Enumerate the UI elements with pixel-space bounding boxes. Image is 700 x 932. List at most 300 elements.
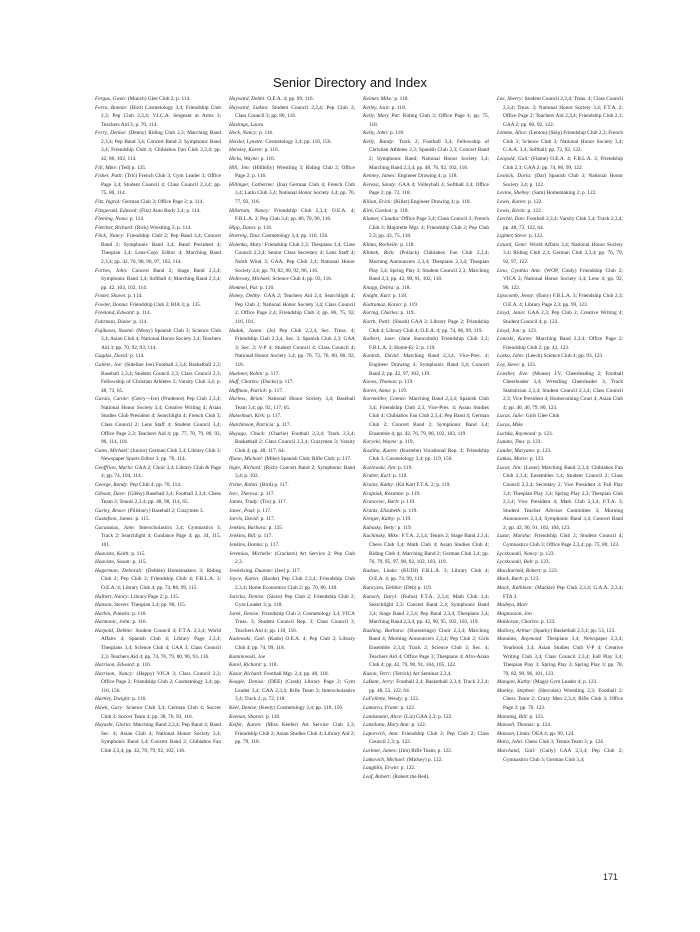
directory-entry — [363, 335, 489, 352]
directory-entry — [229, 95, 355, 104]
directory-entry — [95, 481, 221, 490]
entry-details: Cosmetology 3,4; pp. 116, 156. — [261, 233, 329, 240]
directory-entry — [229, 507, 355, 516]
entry-name: Laughlin, Erwin: — [363, 765, 400, 772]
entry-details: Girls Glee Club — [525, 413, 560, 420]
entry-name: Lowther, Eve: — [497, 370, 529, 377]
directory-entry — [229, 524, 355, 533]
entry-name: Fitzgerald, Edward: — [95, 207, 139, 214]
entry-details: p. 116. — [260, 284, 275, 291]
directory-entry — [497, 567, 623, 576]
entry-name: Magnusson, Jon — [497, 610, 532, 617]
entry-name: Lanzilotta, Mary Ann: — [363, 722, 411, 729]
directory-entry — [95, 524, 221, 550]
entry-details: F.T.A. 2,3,4; Tennis 2; Stage Band 2,3,4; Chess Club 3,4; Math Club 4; Asian Studies Club 4; Riding Club 4; Marching Band 2; German Club 3,4; pp. 76, 79, 95, 97, 98, 92, 102, 103, 119. — [369, 533, 489, 566]
entry-name: Gates, Michael: — [95, 447, 130, 454]
directory-entry — [497, 129, 623, 155]
entry-details: p. 123. — [536, 447, 552, 454]
entry-details: p. 116. — [264, 147, 279, 154]
entry-details: p. 116. — [259, 130, 274, 137]
entry-details: p. 118. — [392, 293, 408, 300]
entry-details: (Dar) Spanish Club 3; National Honor Society 3,4; p. 122. — [503, 173, 623, 188]
directory-entry — [363, 387, 489, 396]
entry-details: Engineer Drawing 4; p. 118. — [397, 173, 458, 180]
entry-name: Kornig, Charles: — [363, 310, 400, 317]
directory-entry — [497, 618, 623, 627]
directory-entry — [363, 241, 489, 250]
entry-name: Kozlowski, Jim: — [363, 464, 397, 471]
entry-name: Kaminowski, Joe — [229, 653, 266, 660]
directory-entry — [229, 138, 355, 147]
entry-name: Huffman, Patrick: — [229, 387, 268, 394]
entry-details: (Munch) Glee Club 2; p. 114. — [127, 96, 191, 102]
entry-name: Lee, Sherry: — [497, 96, 524, 102]
entry-name: Manley, Stephen: — [497, 687, 536, 694]
directory-entry — [363, 352, 489, 378]
entry-details: p. 122. — [528, 198, 543, 205]
entry-name: Gurley, Bruce: — [95, 507, 127, 514]
entry-details: p. 117. — [260, 490, 275, 497]
entry-name: Flick, Nancy: — [95, 233, 125, 240]
directory-entry — [497, 438, 623, 447]
entry-details: Office Page 3,4; Class Council 3; French Club 3; Majorette Mgr. 4; Friendship Club 2; Pep Club 2,3; pp. 43, 75, 118. — [369, 216, 489, 240]
entry-details: Football 2,3,4; Varsity Club 3,4; Track 2,3,4; pp. 48, 73, 122, 64. — [503, 216, 623, 231]
entry-details: GAA 2; Teachers Aid 2,4; Searchlight 4; Pep Club 3; National Honor Society 3,4; Class Council 2; Office Page 2,4; Friendship Club 3; pp. 86, 75, 92, 116, 101. — [235, 293, 355, 326]
directory-entry — [229, 207, 355, 224]
entry-details: (Jeo) p. 117. — [274, 567, 302, 574]
entry-name: Koren, Anna: — [363, 387, 392, 394]
directory-entry — [363, 207, 489, 216]
entry-name: Janec, Paul: — [229, 507, 256, 514]
entry-details: Marching Band 2,3,4; Vice-Pres. 4; Engineer Drawing 4; Symphonic Band 3,4; Concert Band 2; pp. 42, 97, 102, 119. — [369, 353, 489, 377]
directory-entry — [497, 627, 623, 636]
entry-name: Keel, Denise: — [229, 705, 258, 712]
entry-name: Kelly, John: — [363, 130, 389, 137]
entry-details: p. 118. — [263, 662, 278, 669]
directory-entry — [95, 129, 221, 163]
entry-details: (Slave) Pep Club 2; Friendship Club 2; Gym Leader 3; p. 118. — [235, 593, 355, 609]
entry-details: p. 116. — [132, 696, 147, 703]
directory-entry — [363, 567, 489, 584]
entry-name: Halbert, Nancy: — [95, 593, 130, 600]
entry-name: Haavisto, Keith: — [95, 550, 131, 557]
entry-name: Mallory, Arthur: — [497, 627, 533, 634]
entry-name: Larimer, James: — [363, 747, 398, 754]
entry-details: Pep Club 4; pp. 70, 114. — [129, 482, 182, 489]
entry-name: Lewis, Kevin: — [497, 207, 527, 214]
directory-entry — [95, 292, 221, 301]
entry-name: Geoffrion, Marla: — [95, 464, 134, 471]
entry-details: (Pollack) Chibiabos Fan Club 2,3,4; Morning Announcers 2,3,4; Thespians 2,3,4; Thespian Play 3,4; Spring Play 3; Student Council 2,3; Marching Band 2,3; pp. 42, 90, 91, 102, 118. — [369, 250, 489, 283]
entry-details: p. 123. — [521, 361, 537, 368]
entry-details: p. 119. — [399, 439, 414, 446]
entry-details: (Boobs) Pep Club 2,3,4; Friendship Club 2,3,4; Home Economics Club 2; pp. 70, 86, 118. — [235, 576, 355, 591]
directory-entry — [229, 704, 355, 713]
entry-details: (Gibby) Baseball 3,4; Football 2,3,4; Chess Team 3; Tennis 2,3,4; pp. 48, 98, 114, 65. — [101, 490, 221, 506]
directory-entry — [363, 713, 489, 722]
entry-details: p. 123. — [529, 456, 545, 463]
directory-entry — [363, 747, 489, 756]
entry-details: p. 114. — [136, 310, 151, 317]
directory-entry — [95, 224, 221, 233]
directory-entry — [497, 601, 623, 610]
entry-details: (Charlie) Football 2,3,4; Track 2,3,4; Basketball 2; Class Council 2,3,4; Crazymen 3; Varsity Club 4; pp. 48, 117, 64. — [235, 430, 355, 454]
entry-name: Macdiarmid, Robert: — [497, 567, 543, 574]
directory-entry — [363, 292, 489, 301]
entry-name: Kilian, Erick: — [363, 198, 393, 205]
entry-details: Friendship Club 2,3; Thespians 3,4; Class Council 2,3,4; Senior Class Secretary 4; Lens Staff 4; North Wind 3; GAA; Pep Club 3,4; National Honor Society 3,4; pp. 70, 82, 90, 92, 96, 116. — [235, 241, 355, 274]
entry-name: Loneski, Karen: — [497, 336, 533, 343]
directory-entry — [363, 515, 489, 524]
entry-details: Student Council 2,3,4; Pep Club 3; Class Council 3; pp. 80, 116. — [235, 104, 355, 120]
directory-entry — [497, 352, 623, 361]
entry-details: Friendship Club 2; Student Council 4; Gymnastics Club 3; Office Page 2,3,4; pp. 75, 80, 123. — [503, 533, 623, 549]
entry-details: (Bird) p. 117. — [260, 482, 289, 489]
entry-name: Hastings, Laura — [229, 121, 264, 128]
entry-name: Lamarca, Frank: — [363, 705, 400, 712]
entry-details: (Keely) Cosmetology 3,4; pp. 118, 156. — [259, 705, 344, 712]
entry-name: Harpold, Debbie: — [95, 627, 134, 634]
entry-details: (Flame) O.E.A. 4; F.B.L.A. 3; Friendship Club 2,3; GAA 2; pp. 74, 86, 99, 122. — [503, 156, 623, 171]
entry-name: Lucar, Jim: — [497, 464, 522, 471]
directory-entry — [363, 670, 489, 679]
entry-details: O.E.A. 4; pp. 99, 116. — [267, 96, 314, 102]
entry-details: (Bird) Cosmetology 3,4; Friendship Club 2,3; Pep Club 2,3,4; V.I.C.A. Sergeant at Arms 3; Teachers Aid 3; p. 70, 114. — [101, 104, 221, 128]
entry-name: Kuzon, Terri: — [363, 670, 392, 677]
directory-entry — [95, 232, 221, 266]
entry-name: Holenka, Mary: — [229, 241, 264, 248]
entry-details: p. 123. — [538, 430, 553, 437]
entry-details: (Pillsbury) Baseball 2; Crazymen 3. — [127, 507, 204, 514]
directory-entry — [229, 481, 355, 490]
entry-details: p. 122. — [400, 765, 416, 772]
entry-name: Forbes, John: — [95, 267, 128, 274]
directory-entry — [363, 481, 489, 490]
entry-details: p. 123. — [541, 619, 556, 626]
entry-details: Science Club 3,4; German Club 4; Soccer Club 3; Soccer Team 4; pp. 38, 76, 93, 116. — [101, 705, 221, 720]
directory-entry — [497, 464, 623, 533]
entry-details: (Terrick) Art Seminar 2,3,4. — [392, 670, 452, 677]
directory-entry — [497, 95, 623, 129]
entry-name: Kubasky, Betty: — [363, 524, 397, 531]
entry-details: (Kostebe) Vocational Rep. 4; Friendship Club 3; Cosmetology 3,4; pp. 119, 156. — [369, 447, 489, 463]
directory-entry — [363, 532, 489, 566]
directory-entry — [497, 361, 623, 370]
directory-entry — [363, 756, 489, 765]
directory-entry — [95, 172, 221, 198]
entry-name: Gagdos, David: — [95, 353, 129, 360]
entry-details: p. 119. — [397, 516, 412, 523]
entry-name: Lewis, Karen: — [497, 198, 527, 205]
directory-entry — [497, 558, 623, 567]
directory-entry — [95, 618, 221, 627]
directory-entry — [229, 455, 355, 464]
entry-name: Knapp, Debra: — [363, 284, 396, 291]
entry-name: Krainz, Kathy: — [363, 482, 395, 489]
entry-name: Hommel, Pat: — [229, 284, 259, 291]
directory-entry — [363, 249, 489, 283]
directory-entry — [497, 172, 623, 189]
entry-name: Harrison, Edward: — [95, 662, 136, 669]
entry-details: (Jim) Rifle Team; p. 122. — [398, 747, 453, 754]
directory-entry — [497, 430, 623, 439]
entry-name: Latkovich, Michael: — [363, 756, 406, 763]
directory-entry — [497, 575, 623, 584]
directory-entry — [363, 129, 489, 138]
entry-name: Ingle, Richard: — [229, 464, 262, 471]
directory-entry — [229, 575, 355, 592]
directory-entry — [229, 713, 355, 722]
directory-entry — [363, 764, 489, 773]
entry-details: p. 123. — [535, 559, 550, 566]
directory-entry — [95, 507, 221, 516]
entry-name: Losko, John: — [497, 353, 525, 360]
entry-name: Luchka, Raymond: — [497, 430, 538, 437]
entry-name: Fletcher, Richard: — [95, 224, 134, 231]
entry-name: Lucas, Julie: — [497, 413, 525, 420]
entry-details: (Gaily) GAA 2,3,4; Pep Club 2; Gymnastics Club 3; German Club 3,4; — [503, 747, 623, 763]
directory-entry — [497, 292, 623, 309]
directory-entry — [363, 172, 489, 181]
directory-entry — [497, 532, 623, 549]
directory-entry — [363, 198, 489, 207]
entry-name: Hill, Jim: — [229, 164, 251, 171]
entry-details: (Ted) p. 135. — [118, 164, 147, 171]
entry-details: Football Mgr. 2,4; pp. 48, 118. — [263, 670, 329, 677]
entry-name: Kirk, Gordon: — [363, 207, 394, 214]
directory-entry — [229, 129, 355, 138]
directory-entry — [95, 395, 221, 446]
entry-details: p. 123. — [522, 327, 538, 334]
directory-entry — [497, 550, 623, 559]
directory-entry — [363, 678, 489, 695]
entry-details: Track 2; Football 3,4; Fellowship of Christian Athletes 2,3; Spanish Club 2,3; Concert Band 2; Symphonic Band; National Honor Society 3,4; Marching Band 2,3,4; pp. 48, 76, 92, 102, 118. — [369, 138, 489, 171]
entry-name: Kelly, Randy: — [363, 138, 395, 145]
entry-name: Kushing, Barbara: — [363, 627, 405, 634]
entry-name: Kerezsi, Sandy: — [363, 181, 397, 188]
directory-entry — [229, 670, 355, 679]
entry-details: p. 119. — [401, 499, 416, 506]
directory-entry — [229, 104, 355, 121]
directory-entry — [95, 550, 221, 559]
entry-details: (Rufus) F.T.A. 2,3,4; Math Club 3,4; Searchlight 2,3; Concert Band 2,4; Symphonic Band 3,4; Stage Band 2,3,4; Pep Band 2,3,4; Thespians 3,4; Marching Band 2,3,4; pp. 42, 90, 95, 102, 103, 119. — [369, 593, 489, 626]
entry-details: (Kado) O.E.A. 4; Pep Club 2; Library Club 4; pp. 74, 99, 118. — [235, 636, 355, 651]
entry-details: p. 117. — [267, 413, 282, 420]
entry-details: (Fitz) Auto Body 3,4; p. 114. — [139, 207, 201, 214]
entry-name: Huff, Charles: — [229, 379, 260, 386]
entry-details: Student Council 2,3,4; Treas. 4; Class Council 2,3,4; Treas. 3; National Honor Society 3,4; F.T.A. 2; Office Page 2; Teachers Aid 2,3,4; Friendship Club 2,3; GAA 2; pp. 80, 92, 122. — [503, 96, 623, 128]
entry-details: Marching Band 2,3,4; Office Page 2; Friendship Club 2; pp. 42, 123. — [503, 336, 623, 351]
entry-name: Kudzus, Linda: — [363, 567, 398, 574]
directory-entry — [229, 327, 355, 370]
entry-name: Hudak, Joann: — [229, 327, 264, 334]
entry-name: Klamer, Claudia: — [363, 216, 400, 223]
entry-name: Kelly, Mary Pat: — [363, 113, 401, 120]
entry-name: Madeya, Marc — [497, 602, 528, 609]
entry-details: German Club 3; Office Page 2; p. 114. — [122, 198, 204, 205]
directory-entry — [363, 309, 489, 318]
directory-entry — [229, 370, 355, 379]
entry-details: p. 122. — [411, 722, 427, 729]
entry-name: Hillstrom, Nancy: — [229, 207, 270, 214]
entry-details: p. 118. — [396, 284, 411, 291]
directory-entry — [497, 267, 623, 293]
entry-details: (Sam) Homemaking 2; p. 122. — [532, 190, 597, 197]
directory-entry — [497, 687, 623, 713]
directory-entry — [229, 395, 355, 412]
entry-details: p. 119. — [392, 387, 408, 394]
entry-details: (Sideline Joe) Football 2,3,4; Basketball 2,3; Baseball 2,3,4; Student Council 2,3; Class Council 2,3; Fellowship of Christian Athletes 3; Varsity Club 3,4; p. 48, 73, 65. — [101, 361, 221, 394]
entry-details: (Crackers) Art Service 2; Pep Club 2,3. — [235, 550, 355, 566]
entry-details: (KUDJ) F.B.L.A. 3; Library Club 4; O.E.A. 4; pp. 74, 99, 119. — [369, 567, 489, 583]
directory-entry — [229, 430, 355, 456]
entry-name: Marchand, Gail: — [497, 747, 536, 754]
entry-name: Heisler, Lynette: — [229, 138, 264, 145]
entry-name: Gibson, Dave: — [95, 490, 127, 497]
entry-details: GAA 2; Choir 3,4; Library Club & Page 4; pp. 74, 104, 114. — [101, 464, 221, 480]
directory-entry — [95, 361, 221, 395]
entry-name: Knight, Kurt: — [363, 293, 392, 300]
entry-name: Ferry, Denise: — [95, 130, 127, 137]
directory-entry — [229, 541, 355, 550]
entry-name: Fujikawa, Naomi: — [95, 327, 135, 334]
entry-name: Mara, John: — [497, 739, 524, 746]
entry-details: (Ducks) p. 117. — [260, 379, 294, 386]
entry-details: (Shush) GAA 2; Library Page 2; Friendship Club 4; Library Club 4; O.E.A. 4; pp. 74, 86, 99, 119. — [369, 319, 489, 334]
entry-name: James, Trudy: — [229, 499, 260, 506]
entry-details: p. 119. — [403, 301, 419, 308]
entry-details: (Liz) GAA 2,3; p. 122. — [404, 713, 453, 720]
entry-name: Joyce, Karen: — [229, 576, 260, 583]
entry-name: Hartley, Dwight: — [95, 696, 131, 703]
entry-details: (Denny) Riding Club 2,3; Marching Band 2,3,4; Pep Band 3,4; Concert Band 2; Symphonic Band 3,4; Friendship Club 4; Chibiabos Fan Club 2,3,4; pp. 42, 86, 102, 114. — [101, 130, 221, 163]
entry-details: OEA 4; pp. 99, 124. — [532, 730, 575, 737]
entry-name: Konitsh, David: — [363, 353, 400, 360]
directory-entry — [95, 695, 221, 704]
entry-details: p. 124. — [536, 722, 552, 729]
entry-name: Hillinger, Catherine: — [229, 181, 275, 188]
entry-name: Haavisto, Susan: — [95, 559, 132, 566]
entry-details: (Jo) Pep Club 2,3,4, Sec. Treas. 4; Friendship Club 2,3,4, Sec. 3; Spanish Club 2,3; GAA 3; Sec. 2; V-P 4; Student Council 4; Class Council 4; National Honor Society 3,4; pp. 70, 72, 76, 80, 86, 92, 116. — [235, 327, 355, 368]
directory-entry — [229, 567, 355, 576]
directory-entry — [363, 318, 489, 335]
entry-name: Lyczkowski, Bob: — [497, 559, 534, 566]
entry-name: Hensley, Karen: — [229, 147, 264, 154]
entry-details: (Rick) Wrestling 3; p. 114. — [134, 224, 192, 231]
entry-details: p. 122. — [528, 233, 544, 240]
entry-name: Lemme, Alice: — [497, 130, 528, 137]
directory-entry — [363, 395, 489, 438]
directory-entry — [363, 378, 489, 387]
entry-name: Klimek, Rick: — [363, 250, 396, 257]
entry-details: National Honor Society 3,4; Baseball Team 3,4; pp. 92, 117, 65. — [235, 396, 355, 411]
entry-name: Leopold, Gail: — [497, 156, 530, 163]
directory-entry — [497, 241, 623, 267]
entry-details: p. 117. — [258, 533, 273, 540]
entry-details: (Hillbilly) Wrestling 3; Riding Club 2; Office Page 2; p. 116. — [235, 164, 355, 180]
entry-name: Lino, Cynthia Ann: — [497, 267, 542, 274]
entry-name: George, Randy: — [95, 482, 129, 489]
directory-entry — [229, 490, 355, 499]
directory-entry — [497, 678, 623, 687]
entry-details: p. 118. — [266, 713, 281, 720]
entry-details: p. 117. — [260, 516, 276, 523]
directory-entry — [497, 584, 623, 601]
entry-name: Levine, Shelley: — [497, 190, 531, 197]
entry-details: GAA 2,3; Pep Club 2; Creative Writing 4; Student Council 4; p. 123. — [503, 310, 623, 326]
directory-entry — [363, 490, 489, 499]
directory-entry — [497, 370, 623, 413]
directory-entry — [95, 721, 221, 755]
directory-entry — [363, 704, 489, 713]
entry-name: Krajniak, Roxanne: — [363, 490, 405, 497]
entry-details: (Leech) Science Club 4; pp. 93, 123. — [525, 353, 604, 360]
directory-entry — [497, 610, 623, 619]
directory-entry — [497, 189, 623, 198]
entry-details: p. 116. — [132, 610, 147, 617]
entry-name: Mack, Barb: — [497, 576, 524, 583]
entry-name: Fisher, Patti: — [95, 173, 124, 180]
entry-name: Manson, Linda: — [497, 730, 531, 737]
directory-entry — [229, 146, 355, 155]
entry-name: Fitz, Ingrid: — [95, 198, 121, 205]
entry-details: p. 114. — [128, 293, 143, 300]
directory-entry — [229, 635, 355, 652]
entry-details: p. 117. — [257, 507, 272, 514]
entry-name: Hayward, Debbi: — [229, 96, 266, 102]
entry-details: p. 114. — [133, 319, 148, 326]
directory-entry — [363, 181, 489, 198]
directory-entry — [95, 704, 221, 721]
directory-entry — [229, 515, 355, 524]
directory-entry — [363, 447, 489, 464]
entry-details: (Mags) Gym Leader 4; p. 123. — [533, 679, 598, 686]
entry-details: (Robert the Red). — [392, 773, 430, 780]
directory-entry — [497, 327, 623, 336]
directory-column-3 — [363, 95, 489, 815]
entry-details: Student Council 4; F.T.A. 2,3,4; World Affairs 4; Spanish Club 4; Library Page 2,3,4; Thespians 3,4; Science Club 4; GAA 3; Class Council 2,3; Teachers Aid 4; pp. 74, 76, 79, 80, 90, 93, 116. — [101, 627, 221, 660]
directory-entry — [363, 472, 489, 481]
entry-name: Kostiha, Karen: — [363, 447, 398, 454]
directory-entry — [497, 309, 623, 326]
entry-details: p. 118. — [394, 207, 409, 214]
directory-entry — [95, 327, 221, 353]
entry-details: p. 123. — [540, 550, 555, 557]
directory-entry — [95, 267, 221, 293]
directory-entry — [229, 121, 355, 130]
entry-details: (Lemon) (Skip) Friendship Club 2,3; French Club 3; Science Club 3; National Honor Society 3,4; G.A.A. 3,4; Softball; pp. 72, 92, 122. — [503, 130, 623, 154]
directory-entry — [497, 721, 623, 730]
directory-entry — [229, 661, 355, 670]
directory-entry — [229, 275, 355, 284]
entry-details: p. 122. — [400, 705, 416, 712]
entry-name: Jurek, Denise: — [229, 610, 260, 617]
entry-name: Landsmann, Alice: — [363, 713, 403, 720]
entry-name: Hicks, Wayne: — [229, 156, 260, 163]
directory-entry — [229, 241, 355, 275]
entry-name: Juricka, Denise: — [229, 593, 265, 600]
directory-entry — [229, 378, 355, 387]
entry-name: Huyaga, Chuck: — [229, 430, 266, 437]
entry-name: LaBant, Jerry: — [363, 679, 395, 686]
entry-name: Kadowaki, Gail: — [229, 636, 266, 643]
entry-name: Hipp, Dawn: — [229, 224, 257, 231]
entry-name: Lunato, Tina: — [497, 439, 526, 446]
entry-details: (Debbie) Homemakers 3; Riding Club 2; Pep Club 2; Friendship Club 4; F.B.L.A. 3; O.E.A. 4; Library Club 4; pp. 74, 86, 99, 115. — [101, 567, 221, 591]
directory-entry — [363, 507, 489, 516]
entry-name: Mack, Kathleen: — [497, 584, 534, 591]
entry-name: Liechti, Dan: — [497, 216, 526, 223]
